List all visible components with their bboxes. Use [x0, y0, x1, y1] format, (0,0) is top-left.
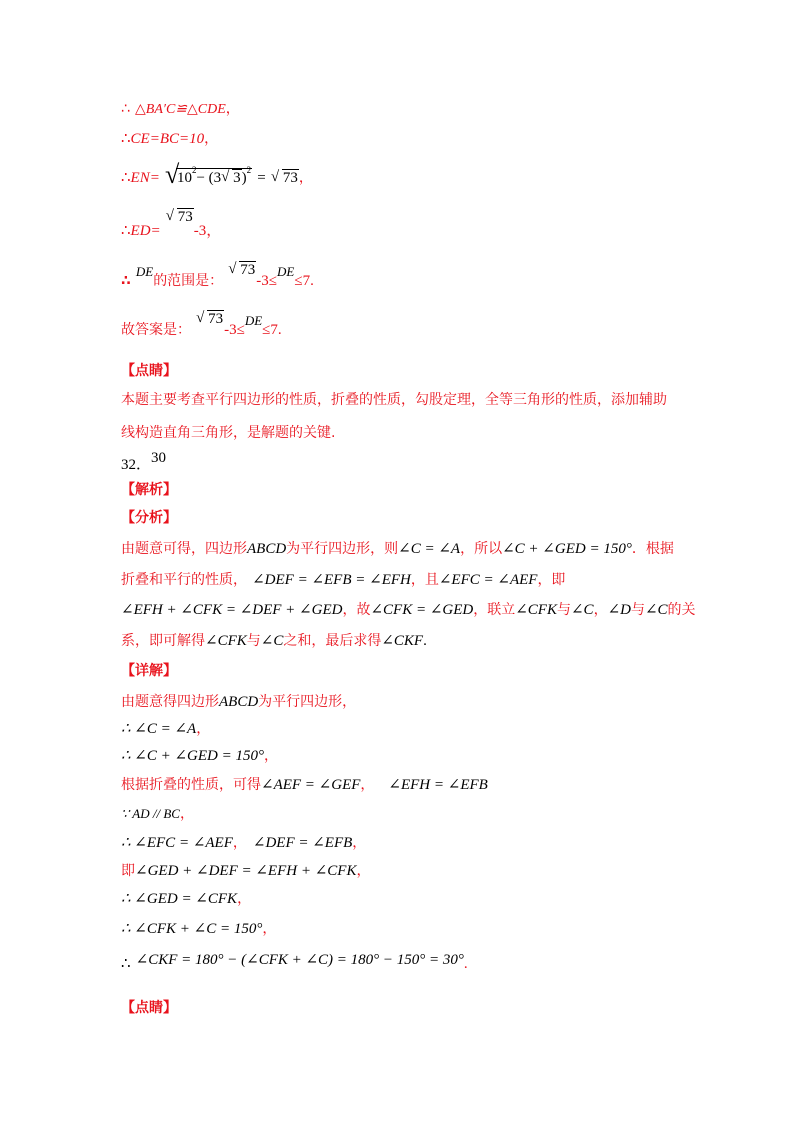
minus-3-leq: -3≤ [224, 322, 245, 338]
punct: ， [179, 806, 194, 822]
punct: ， [264, 748, 279, 764]
comment-text-line-2: 线构造直角三角形，是解题的关键. [121, 425, 336, 441]
text: 系，即可解得 [121, 633, 205, 649]
detail-line-5 [121, 805, 194, 821]
detail-line-8 [121, 890, 251, 907]
leq-7: ≤7. [294, 273, 314, 289]
detail-line-9 [121, 920, 276, 937]
therefore-symbol: ∴ [121, 956, 131, 972]
text: 根据折叠的性质，可得 [121, 777, 261, 793]
ce-bc-formula: CE=BC=10 [130, 131, 205, 147]
therefore-symbol: ∴ [121, 131, 131, 147]
solution-line-en [121, 165, 313, 186]
en-label: EN= [130, 170, 160, 186]
punct: ， [298, 170, 313, 186]
root-73: 73 [177, 209, 193, 225]
detail-line-1 [121, 693, 356, 710]
formula: ∵ AD // BC [121, 806, 180, 821]
formula: ∠C + ∠GED = 150° [502, 541, 632, 557]
punct: ， [352, 835, 367, 851]
punct: ， [360, 777, 375, 793]
exponent: 2 [191, 165, 197, 175]
root-73: 73 [282, 170, 298, 186]
text: ，且 [410, 572, 439, 588]
answer-value: 30 [151, 450, 167, 466]
formula: ∠C [260, 633, 284, 649]
quad-abcd: ABCD [247, 541, 287, 557]
root-73: 73 [208, 311, 224, 327]
detail-line-3 [121, 747, 278, 764]
text: 折叠和平行的性质， [121, 572, 247, 588]
text: 与 [556, 602, 571, 618]
punct: ， [356, 863, 371, 879]
punct: ， [232, 835, 247, 851]
square-root-expression [165, 165, 252, 186]
text: ，联立 [473, 602, 516, 618]
text: 为平行四边形，则 [286, 541, 399, 557]
formula: ∴ ∠EFC = ∠AEF [121, 835, 233, 851]
leq-7: ≤7. [262, 322, 282, 338]
text: 由题意可得，四边形 [121, 541, 247, 557]
comment-text-line-1: 本题主要考查平行四边形的性质，折叠的性质，勾股定理，全等三角形的性质，添加辅助 [121, 392, 667, 408]
de-variable: DE [244, 313, 263, 328]
punct: ， [196, 721, 211, 737]
text: ．根据 [631, 541, 674, 557]
exponent: 2 [246, 165, 252, 175]
text: ，所以 [460, 541, 503, 557]
punct: ， [237, 891, 252, 907]
answer-label: 故答案是： [121, 322, 191, 338]
formula: ∠DEF = ∠EFB = ∠EFH [252, 572, 411, 588]
formula: ∠EFH = ∠EFB [388, 777, 488, 793]
text: 即 [121, 863, 135, 879]
detail-line-4 [121, 776, 488, 793]
formula: ∠C [570, 602, 594, 618]
period: . [423, 633, 427, 649]
punct: ， [204, 131, 219, 147]
ed-label: ED= [130, 223, 161, 239]
formula: ∠GED + ∠DEF = ∠EFH + ∠CFK [135, 863, 357, 879]
inner-radicand: 3 [233, 170, 241, 186]
text: 与 [246, 633, 261, 649]
analysis-line-3 [121, 601, 696, 618]
therefore-symbol: ∴ [121, 101, 130, 117]
formula: ∠CKF [381, 633, 424, 649]
formula: ∠CFK [515, 602, 557, 618]
root-73: 73 [240, 262, 256, 278]
equals-sign: = [257, 170, 266, 186]
question-number: 32． [121, 457, 152, 473]
formula: ∠EFH + ∠CFK = ∠DEF + ∠GED [121, 602, 343, 618]
formula: ∴ ∠C + ∠GED = 150° [121, 748, 265, 764]
quad-abcd: ABCD [219, 694, 259, 710]
text: 的关 [667, 602, 696, 618]
solution-line-range [121, 262, 314, 289]
section-tag-comment-2: 【点睛】 [121, 1000, 177, 1016]
detail-line-10 [121, 952, 468, 972]
congruence-formula: △BA′C≌△CDE [135, 102, 226, 117]
section-tag-analysis: 【解析】 [121, 482, 177, 498]
section-tag-breakdown: 【分析】 [121, 510, 177, 526]
period: . [463, 956, 468, 972]
range-label: 的范围是： [153, 273, 224, 289]
text: 为平行四边形， [258, 694, 357, 710]
detail-line-7 [121, 862, 370, 879]
formula: ∠C [644, 602, 668, 618]
minus-3-leq: -3≤ [256, 273, 278, 289]
formula: ∠D [607, 602, 631, 618]
formula: ∠AEF = ∠GEF [261, 777, 361, 793]
therefore-symbol: ∴ [121, 223, 131, 239]
de-variable: DE [277, 264, 295, 279]
formula: ∴ ∠CFK + ∠C = 150° [121, 921, 263, 937]
punct: ， [262, 921, 277, 937]
text: 由题意得四边形 [121, 694, 219, 710]
question-number-line [121, 449, 167, 473]
answer-line [121, 311, 282, 338]
analysis-line-1 [121, 540, 674, 557]
text: ， [593, 602, 608, 618]
minus-3: -3， [193, 223, 222, 239]
text: ，故 [342, 602, 371, 618]
formula: ∠C = ∠A [398, 541, 461, 557]
punct: ， [225, 101, 240, 117]
close-paren: ) [241, 170, 247, 186]
analysis-line-4 [121, 632, 427, 649]
formula: ∠DEF = ∠EFB [252, 835, 353, 851]
formula: ∠CFK [205, 633, 247, 649]
section-tag-detail: 【详解】 [121, 663, 177, 679]
analysis-line-2 [121, 571, 565, 588]
final-formula: ∠CKF = 180° − (∠CFK + ∠C) = 180° − 150° = 30° [135, 952, 464, 968]
solution-line-ed [121, 209, 222, 239]
minus-open: − (3 [196, 170, 222, 186]
formula: ∠CFK = ∠GED [370, 602, 474, 618]
text: 与 [630, 602, 645, 618]
text: 之和，最后求得 [283, 633, 382, 649]
text: ，即 [537, 572, 566, 588]
therefore-symbol: ∴ [121, 273, 131, 289]
formula: ∴ ∠GED = ∠CFK [121, 891, 238, 907]
solution-line-congruence [121, 100, 240, 117]
formula: ∠EFC = ∠AEF [438, 572, 538, 588]
detail-line-6 [121, 834, 366, 851]
solution-line-ce-bc [121, 130, 218, 147]
detail-line-2 [121, 720, 210, 737]
radicand-10: 10 [176, 170, 192, 186]
formula: ∴ ∠C = ∠A [121, 721, 197, 737]
de-variable: DE [135, 264, 154, 279]
therefore-symbol: ∴ [121, 170, 131, 186]
section-tag-comment: 【点睛】 [121, 363, 177, 379]
